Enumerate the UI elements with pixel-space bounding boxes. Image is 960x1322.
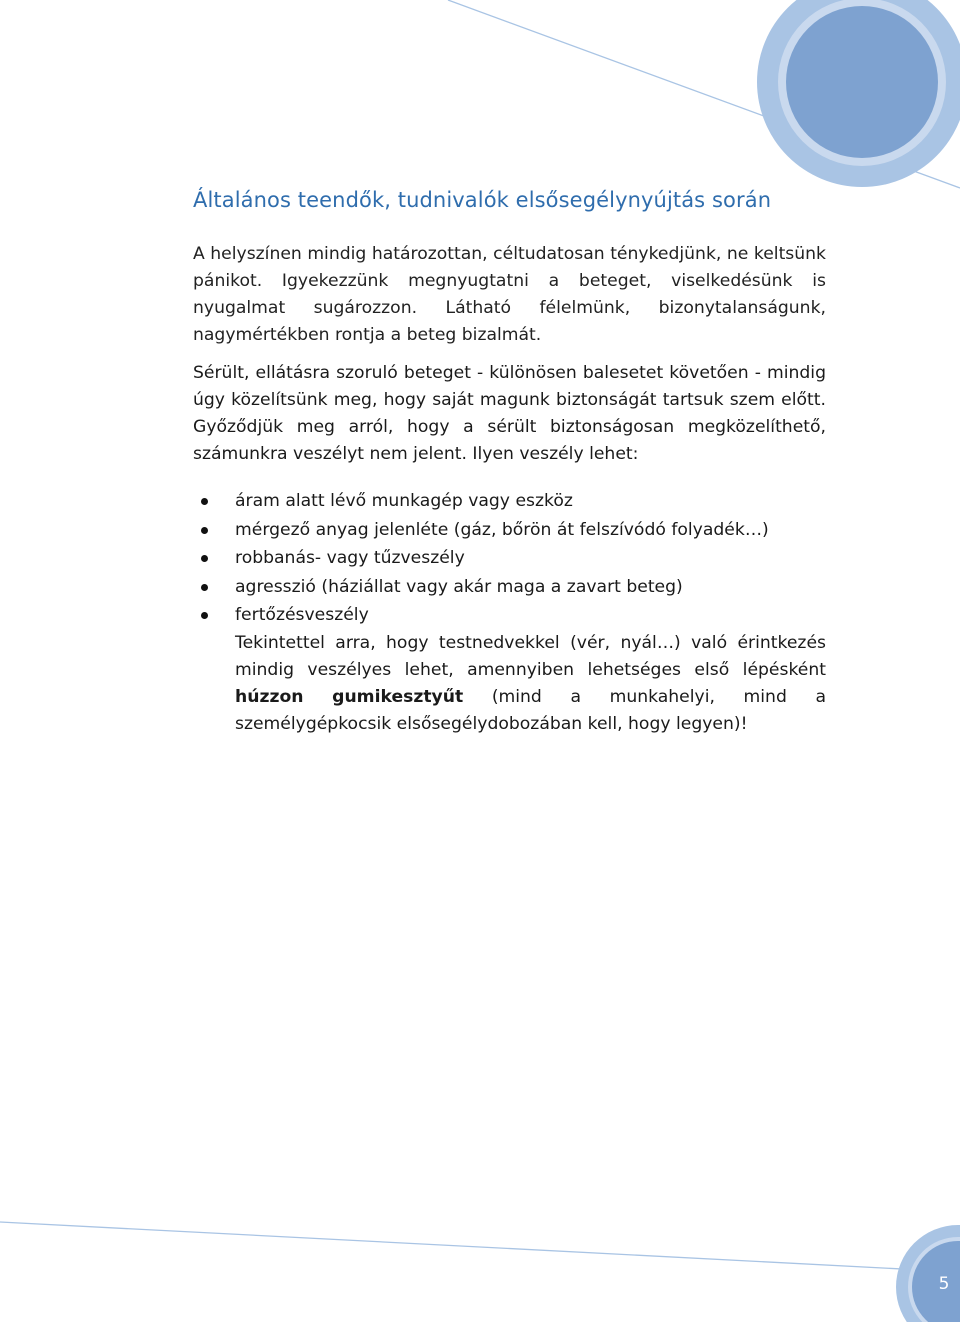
- list-item: fertőzésveszély: [193, 601, 826, 630]
- emphasis-wear: húzzon: [235, 686, 304, 707]
- paragraph-safety: Sérült, ellátásra szoruló beteget - különösen balesetet követően - mindig úgy közelítsünk meg, hogy saját magunk biztonságát tartsuk szem előtt. Győződjük meg arról, hogy a sérült biztonságosan megközelíthető, számunkra veszélyt nem jelent. Ilyen veszély lehet:: [193, 363, 826, 464]
- bullet-icon: [201, 527, 208, 534]
- bullet-icon: [201, 498, 208, 505]
- document-body: [193, 184, 826, 738]
- hazard-list: [193, 487, 826, 630]
- bottom-decor-line: [0, 1222, 960, 1272]
- page-number: 5: [938, 1274, 950, 1294]
- bullet-icon: [201, 584, 208, 591]
- list-item: áram alatt lévő munkagép vagy eszköz: [193, 487, 826, 516]
- section-heading: Általános teendők, tudnivalók elsősegélynyújtás során: [193, 188, 772, 212]
- list-item: robbanás- vagy tűzveszély: [193, 544, 826, 573]
- bullet-icon: [201, 555, 208, 562]
- list-item: agresszió (háziállat vagy akár maga a zavart beteg): [193, 573, 826, 602]
- paragraph-intro: A helyszínen mindig határozottan, céltudatosan ténykedjünk, ne keltsünk pánikot. Igyekezzünk megnyugtatni a beteget, viselkedésünk is nyugalmat sugározzon. Látható félelmünk, bizonytalanságunk, nagymértékben rontja a beteg bizalmát.: [193, 244, 826, 345]
- bullet-icon: [201, 612, 208, 619]
- glove-note: Tekintettel arra, hogy testnedvekkel (vér, nyál…) való érintkezés mindig veszélyes lehet, amennyiben lehetséges első lépésként húzzon gumikesztyűt (mind a munkahelyi, mind a személygépkocsik elsősegélydobozában kell, hogy legyen)!: [235, 632, 826, 735]
- list-item: mérgező anyag jelenléte (gáz, bőrön át felszívódó folyadék…): [193, 516, 826, 545]
- top-decor-circle-inner: [786, 6, 938, 158]
- emphasis-gloves: gumikesztyűt: [332, 686, 464, 707]
